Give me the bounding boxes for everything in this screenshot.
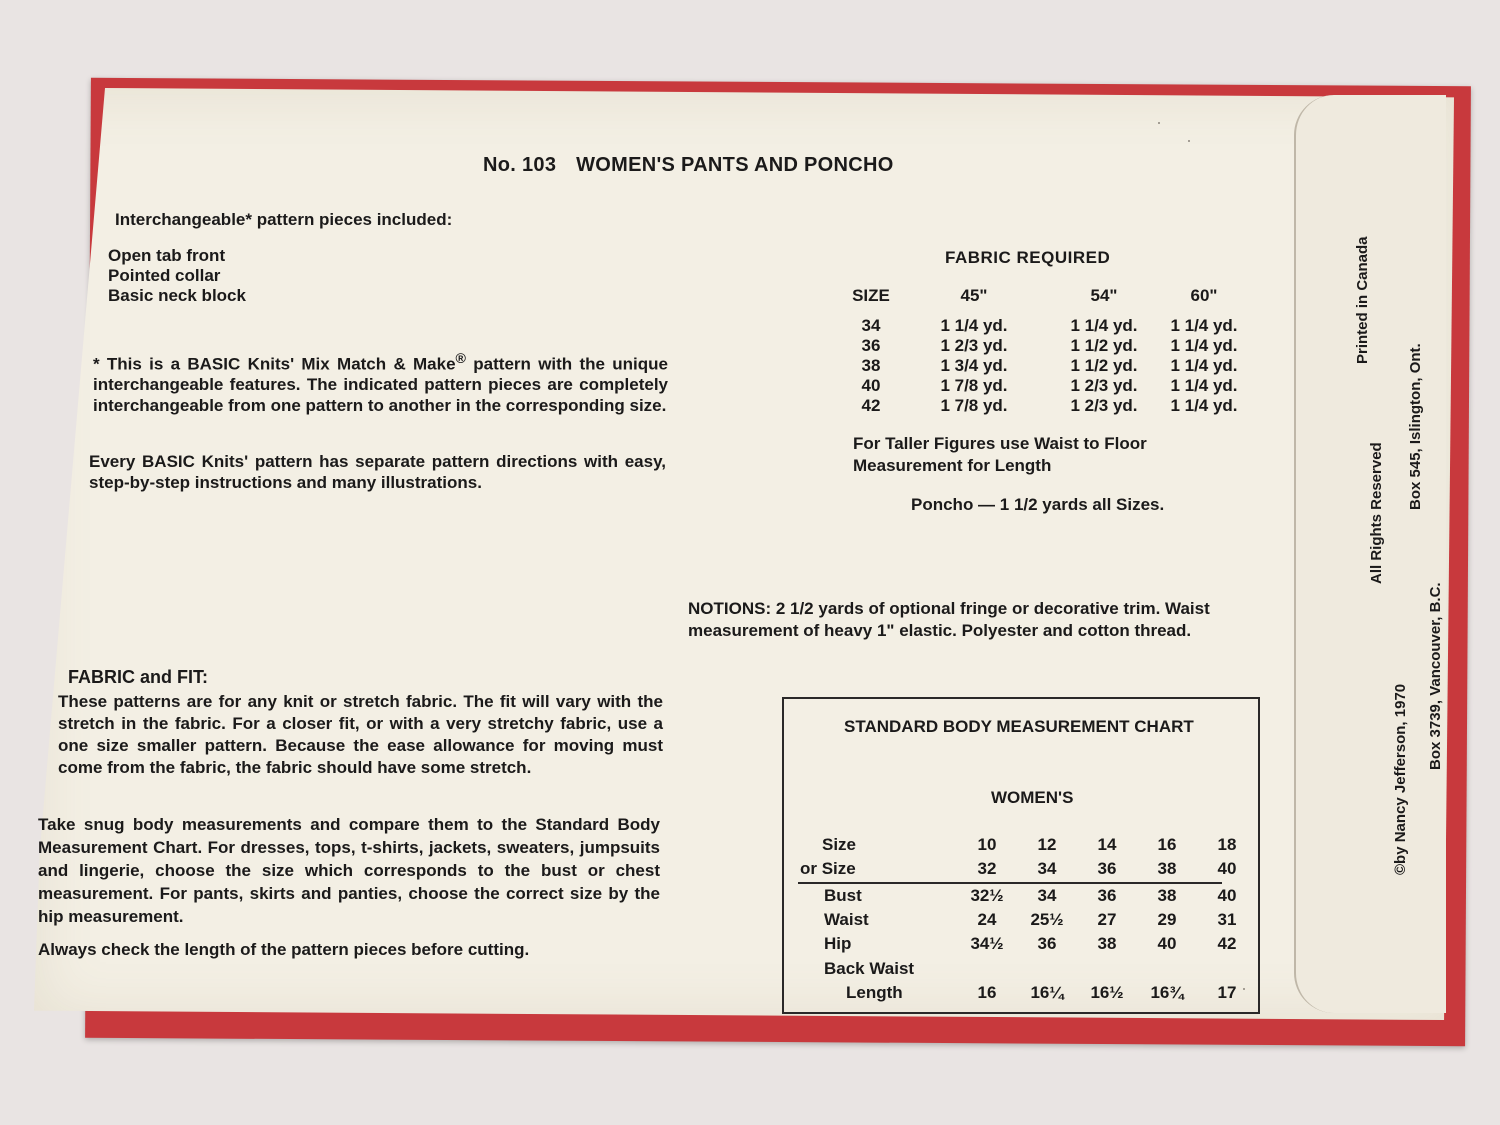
table-cell: 34 (861, 316, 881, 335)
piece-item: Basic neck block (108, 286, 246, 305)
measurement-value: 16½ (1090, 983, 1124, 1002)
measurement-value: 34½ (970, 934, 1004, 953)
table-row (848, 336, 1254, 356)
measurement-value: 27 (1097, 910, 1117, 929)
check-length-note: Always check the length of the pattern pieces before cutting. (38, 940, 530, 959)
taller-figures-note (853, 433, 1147, 477)
table-cell: 1 2/3 yd. (940, 336, 1008, 355)
address-islington: Box 545, Islington, Ont. (1407, 343, 1424, 510)
table-cell: 42 (861, 396, 881, 415)
table-cell: 38 (861, 356, 881, 375)
measurement-value: 16¼ (1030, 983, 1064, 1002)
measurement-value: 14 (1097, 835, 1117, 854)
table-cell: 1 7/8 yd. (940, 376, 1008, 395)
row-label: Bust (824, 886, 862, 905)
table-cell: 1 1/4 yd. (1170, 356, 1238, 375)
table-cell: 1 1/4 yd. (1170, 316, 1238, 335)
row-label: Size (822, 835, 857, 854)
measurement-value: 29 (1157, 910, 1177, 929)
measurement-value: 16 (1157, 835, 1177, 854)
table-cell: 1 1/4 yd. (1170, 376, 1238, 395)
measurement-value: 40 (1157, 934, 1177, 953)
all-rights-reserved: All Rights Reserved (1368, 442, 1385, 584)
copyright-notice: ©by Nancy Jefferson, 1970 (1392, 683, 1409, 875)
table-cell: 1 1/2 yd. (1070, 336, 1138, 355)
fabric-fit-title: FABRIC and FIT: (68, 667, 208, 687)
column-header: SIZE (852, 286, 890, 305)
measurement-value: 40 (1217, 859, 1237, 878)
row-label: Hip (824, 934, 852, 953)
paper-speck (1243, 988, 1245, 990)
measurement-value: 38 (1097, 934, 1117, 953)
row-label: or Size (800, 859, 856, 878)
measurement-value: 32 (977, 859, 997, 878)
table-cell: 1 1/2 yd. (1070, 356, 1138, 375)
table-cell: 36 (861, 336, 881, 355)
piece-item: Pointed collar (108, 266, 221, 285)
table-row (848, 316, 1254, 336)
row-label: Length (846, 983, 903, 1002)
pattern-title: WOMEN'S PANTS AND PONCHO (576, 154, 894, 176)
column-header: 54" (1090, 286, 1118, 305)
fabric-required-table (848, 286, 1254, 416)
measurement-value: 10 (977, 835, 997, 854)
measurement-value: 12 (1037, 835, 1057, 854)
pieces-intro: Interchangeable* pattern pieces included: (115, 210, 453, 229)
paper-speck (1158, 122, 1160, 124)
directions-paragraph: Every BASIC Knits' pattern has separate pattern directions with easy, step-by-step instructions and many illustrations. (89, 452, 666, 492)
measurement-value: 38 (1157, 859, 1177, 878)
measurement-value: 34 (1037, 859, 1057, 878)
measurement-value: 17 (1217, 983, 1237, 1002)
address-vancouver: Box 3739, Vancouver, B.C. (1427, 582, 1444, 770)
poncho-note: Poncho — 1 1/2 yards all Sizes. (911, 495, 1165, 514)
measurement-value: 42 (1217, 934, 1237, 953)
measurement-paragraph: Take snug body measurements and compare them to the Standard Body Measurement Chart. For dresses, tops, t-shirts, jackets, sweaters, jumpsuits and lingerie, choose the size which corresponds to the bust or chest measurement. For pants, skirts and panties, choose the correct size by the hip measurement. (38, 815, 660, 926)
printed-in-canada: Printed in Canada (1354, 236, 1371, 364)
measurement-value: 36 (1097, 886, 1117, 905)
measurement-value: 32½ (970, 886, 1004, 905)
basic-knits-text-2: pattern with the unique interchangeable features. The indicated pattern pieces are completely interchangeable from one pattern to another in the corresponding size. (93, 354, 668, 415)
fabric-required-title: FABRIC REQUIRED (945, 248, 1111, 267)
table-cell: 1 1/4 yd. (940, 316, 1008, 335)
basic-knits-paragraph (93, 349, 668, 416)
pattern-number: No. 103 (483, 154, 557, 176)
table-row (848, 356, 1254, 376)
table-cell: 40 (861, 376, 881, 395)
measurement-value: 31 (1217, 910, 1237, 929)
taller-note-line: For Taller Figures use Waist to Floor (853, 434, 1147, 453)
row-label: Waist (824, 910, 869, 929)
measurement-value: 18 (1217, 835, 1237, 854)
table-cell: 1 7/8 yd. (940, 396, 1008, 415)
measurement-chart (782, 697, 1260, 1014)
table-header-row (848, 286, 1254, 316)
basic-knits-text-1: * This is a BASIC Knits' Mix Match & Make (93, 354, 456, 374)
column-header: 60" (1190, 286, 1218, 305)
measurement-value: 25½ (1030, 910, 1064, 929)
taller-note-line: Measurement for Length (853, 456, 1052, 475)
measurement-value: 16¾ (1150, 983, 1184, 1002)
measurement-chart-title: STANDARD BODY MEASUREMENT CHART (844, 717, 1194, 736)
measurement-value: 16 (977, 983, 997, 1002)
table-cell: 1 3/4 yd. (940, 356, 1008, 375)
table-cell: 1 2/3 yd. (1070, 396, 1138, 415)
measurement-value: 36 (1037, 934, 1057, 953)
column-header: 45" (960, 286, 988, 305)
measurement-value: 38 (1157, 886, 1177, 905)
measurement-value: 40 (1217, 886, 1237, 905)
pieces-list (108, 246, 246, 306)
table-cell: 1 1/4 yd. (1170, 396, 1238, 415)
pattern-heading (483, 154, 894, 177)
chart-divider (798, 882, 1222, 884)
table-cell: 1 1/4 yd. (1070, 316, 1138, 335)
row-label: Back Waist (824, 959, 915, 978)
piece-item: Open tab front (108, 246, 226, 265)
notions-text: NOTIONS: 2 1/2 yards of optional fringe or decorative trim. Waist measurement of heavy 1" elastic. Polyester and cotton thread. (688, 599, 1210, 640)
table-cell: 1 1/4 yd. (1170, 336, 1238, 355)
paper-speck (1188, 140, 1190, 142)
fabric-fit-paragraph: These patterns are for any knit or stretch fabric. The fit will vary with the stretch in the fabric. For a closer fit, or with a very stretchy fabric, use a one size smaller pattern. Because the ease allowance for moving must come from the fabric, the fabric should have some stretch. (58, 692, 663, 777)
measurement-value: 34 (1037, 886, 1057, 905)
table-row (848, 376, 1254, 396)
measurement-value: 36 (1097, 859, 1117, 878)
measurement-chart-subtitle: WOMEN'S (991, 788, 1074, 807)
registered-mark: ® (455, 351, 466, 367)
table-row (848, 396, 1254, 416)
table-cell: 1 2/3 yd. (1070, 376, 1138, 395)
measurement-value: 24 (977, 910, 997, 929)
